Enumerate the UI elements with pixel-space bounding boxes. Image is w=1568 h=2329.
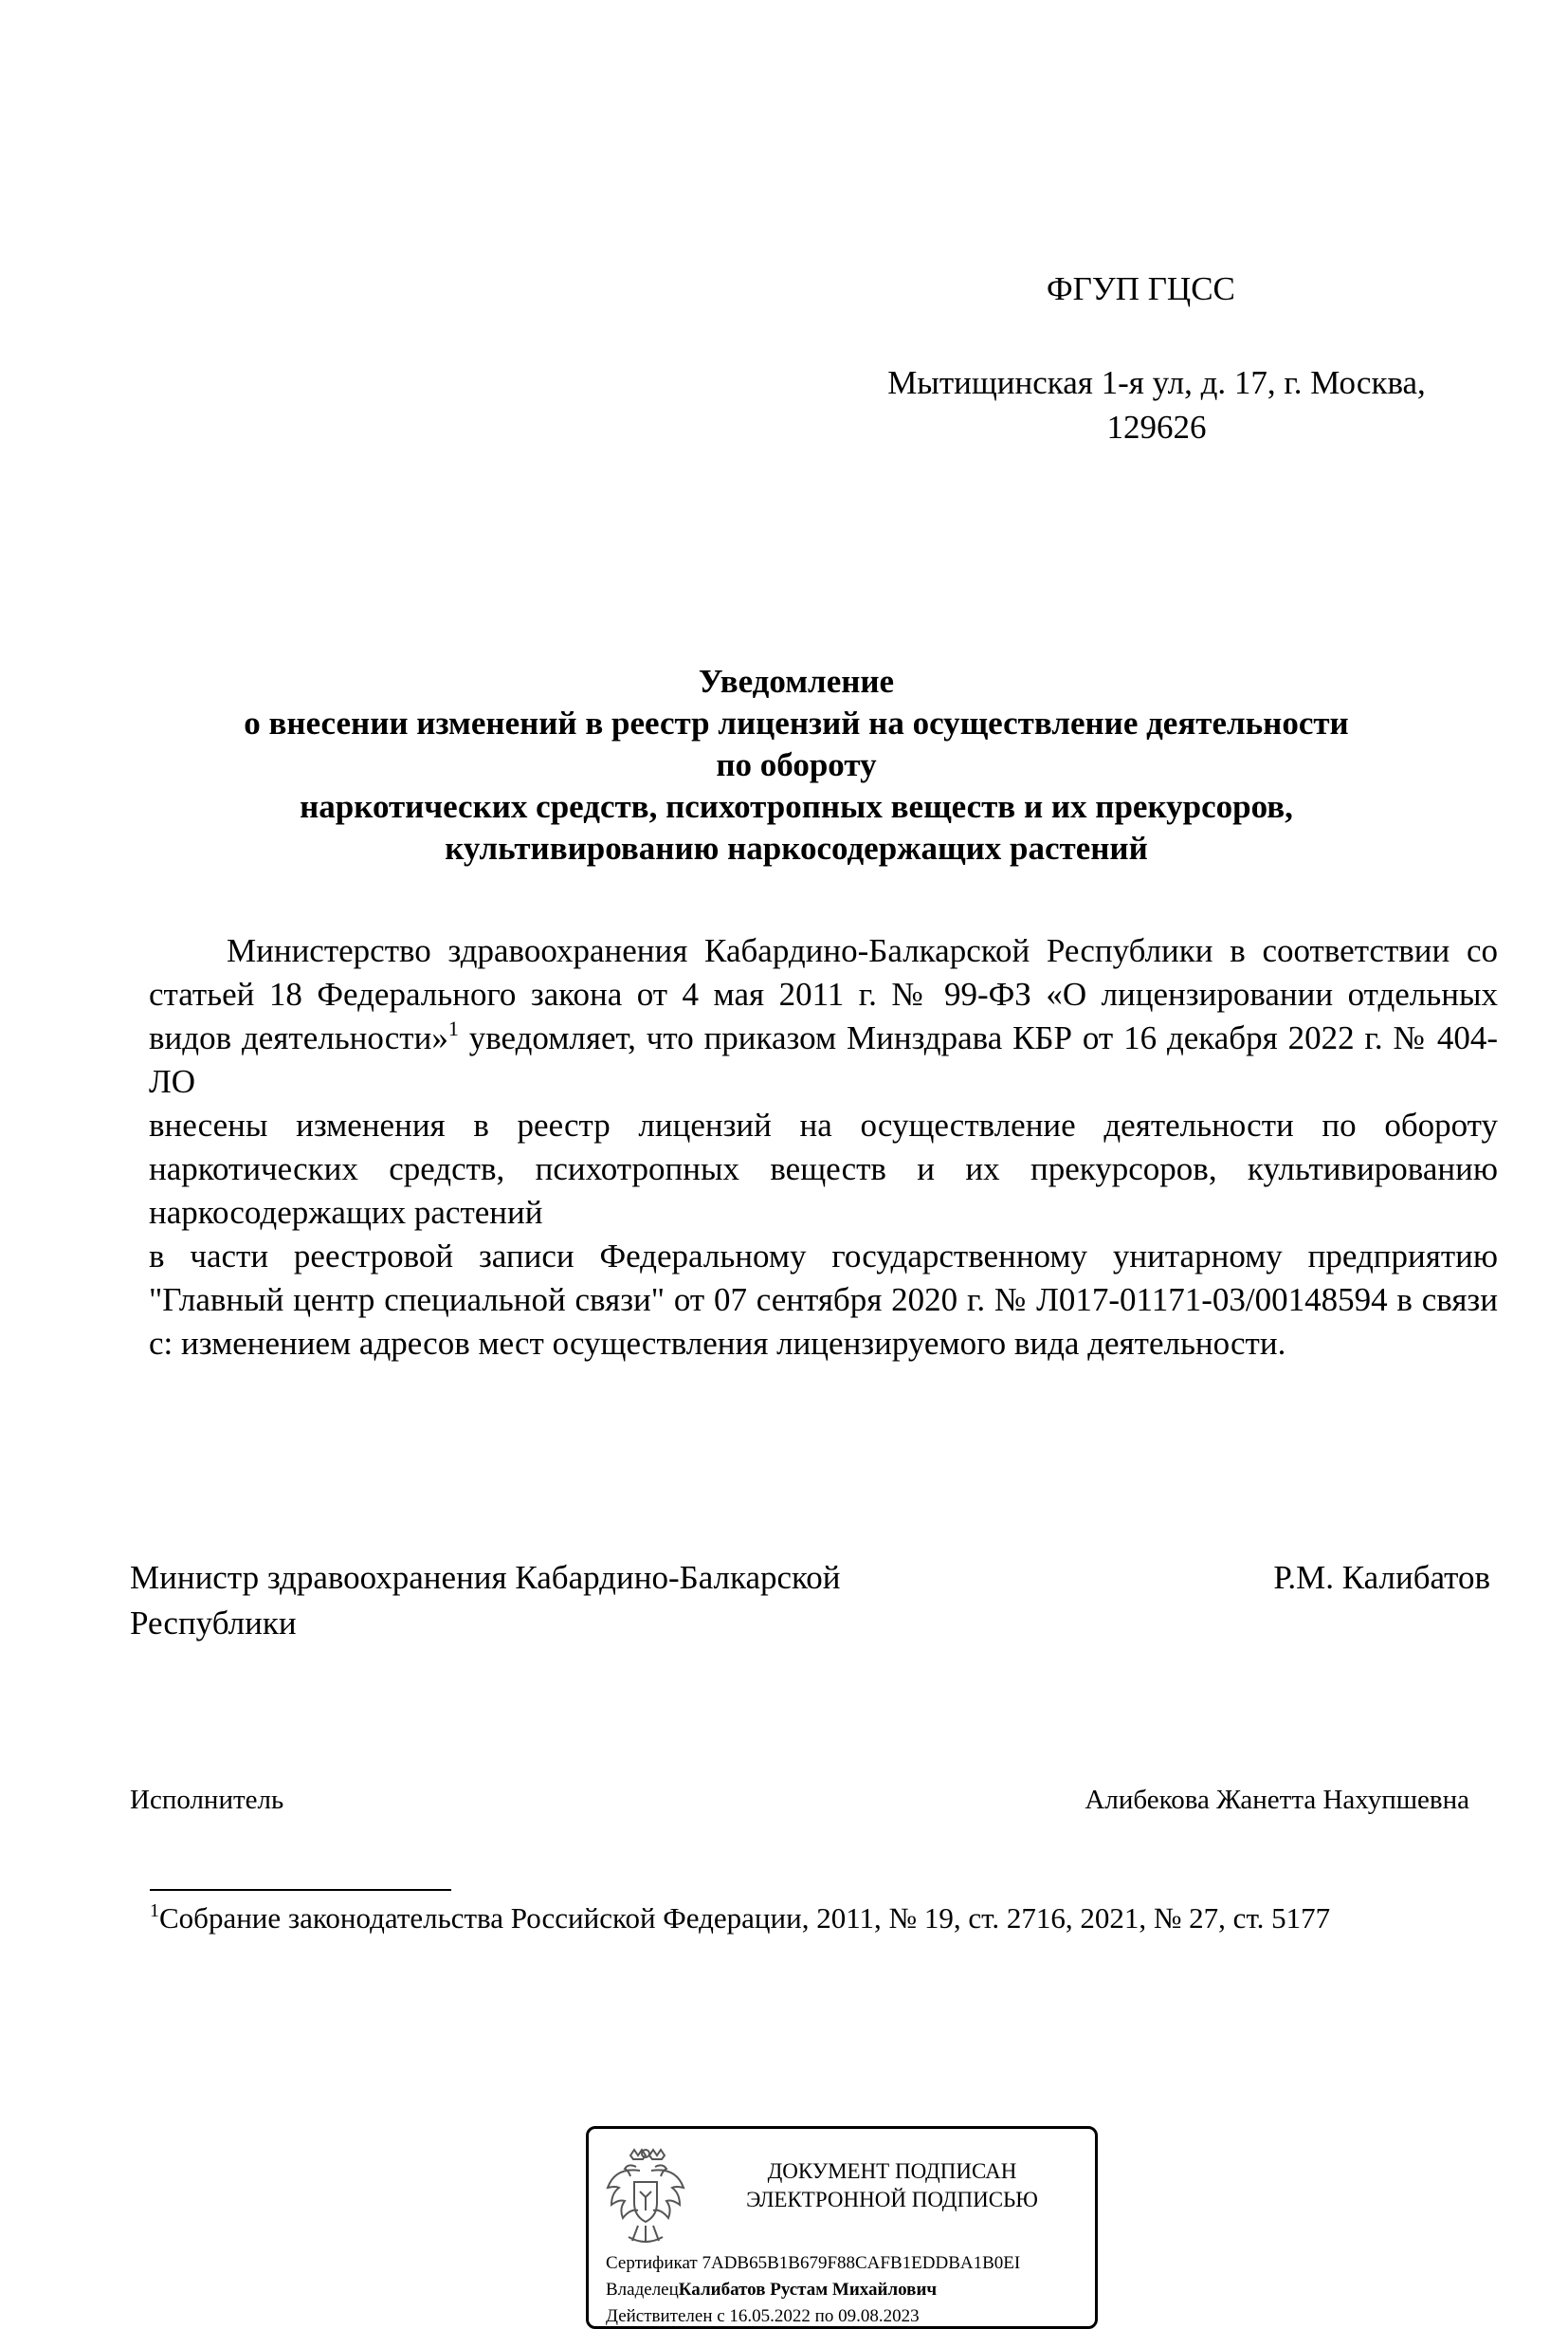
title-line: по обороту — [716, 746, 877, 783]
footnote — [150, 1900, 1330, 1936]
body-paragraph: в части реестровой записи Федеральному государственному унитарному предприятию "Главный центр специальной связи" от 07 сентября 2020 г. № Л017-01171-03/00148594 в связи с: изменением адресов мест осуществления лицензируемого вида деятельности. — [149, 1238, 1498, 1362]
body-text-fragment: уведомляет, что приказом Минздрава КБР от 16 декабря 2022 г. № 404-ЛО — [149, 1019, 1498, 1100]
stamp-validity: Действителен с 16.05.2022 по 09.08.2023 — [606, 2306, 920, 2326]
russian-coat-of-arms-icon — [602, 2146, 689, 2246]
stamp-heading-line: ДОКУМЕНТ ПОДПИСАН — [767, 2159, 1017, 2183]
title-line: о внесении изменений в реестр лицензий на осуществление деятельности — [244, 705, 1349, 742]
owner-value: Калибатов Рустам Михайлович — [678, 2280, 938, 2300]
certificate-value: 7ADB65B1B679F88CAFB1EDDBA1B0EI — [702, 2253, 1021, 2273]
owner-label: Владелец — [606, 2280, 679, 2300]
stamp-heading-line: ЭЛЕКТРОННОЙ ПОДПИСЬЮ — [746, 2188, 1038, 2211]
stamp-details — [606, 2250, 1095, 2329]
signer-position: Министр здравоохранения Кабардино-Балкарской Республики — [130, 1559, 841, 1641]
recipient-organization: ФГУП ГЦСС — [1047, 270, 1235, 307]
body-paragraph — [149, 929, 1498, 1104]
footnote-separator — [150, 1889, 451, 1891]
executor-label: Исполнитель — [130, 1785, 284, 1815]
title-line: наркотических средств, психотропных веществ и их прекурсоров, — [300, 788, 1293, 825]
body-text-fragment: Министерство здравоохранения Кабардино-Балкарской Республики в соответствии со статьей 18 Федерального закона от 4 мая 2011 г. № 99-ФЗ «О лицензировании отдельных видов деятельности» — [149, 932, 1498, 1056]
title-line: культивированию наркосодержащих растений — [445, 830, 1148, 867]
footnote-reference: 1 — [447, 1017, 459, 1040]
document-title — [142, 661, 1450, 870]
footnote-text: Собрание законодательства Российской Федерации, 2011, № 19, ст. 2716, 2021, № 27, ст. 5177 — [159, 1901, 1331, 1935]
notice-body — [149, 929, 1498, 1366]
electronic-signature-stamp — [586, 2126, 1098, 2329]
signer-name: Р.М. Калибатов — [1273, 1559, 1490, 1596]
recipient-address-line: Мытищинская 1-я ул, д. 17, г. Москва, — [887, 364, 1426, 401]
stamp-heading — [702, 2157, 1082, 2214]
stamp-certificate — [606, 2250, 1095, 2277]
body-paragraph: внесены изменения в реестр лицензий на осуществление деятельности по обороту наркотических средств, психотропных веществ и их прекурсоров, культивированию наркосодержащих растений — [149, 1107, 1498, 1231]
executor-name: Алибекова Жанетта Нахупшевна — [1085, 1785, 1469, 1815]
recipient-postcode: 129626 — [1106, 409, 1207, 446]
certificate-label: Сертификат — [606, 2253, 698, 2273]
title-line: Уведомление — [698, 663, 895, 700]
stamp-owner — [606, 2277, 1095, 2303]
footnote-number: 1 — [150, 1900, 159, 1921]
recipient-address — [834, 360, 1479, 449]
